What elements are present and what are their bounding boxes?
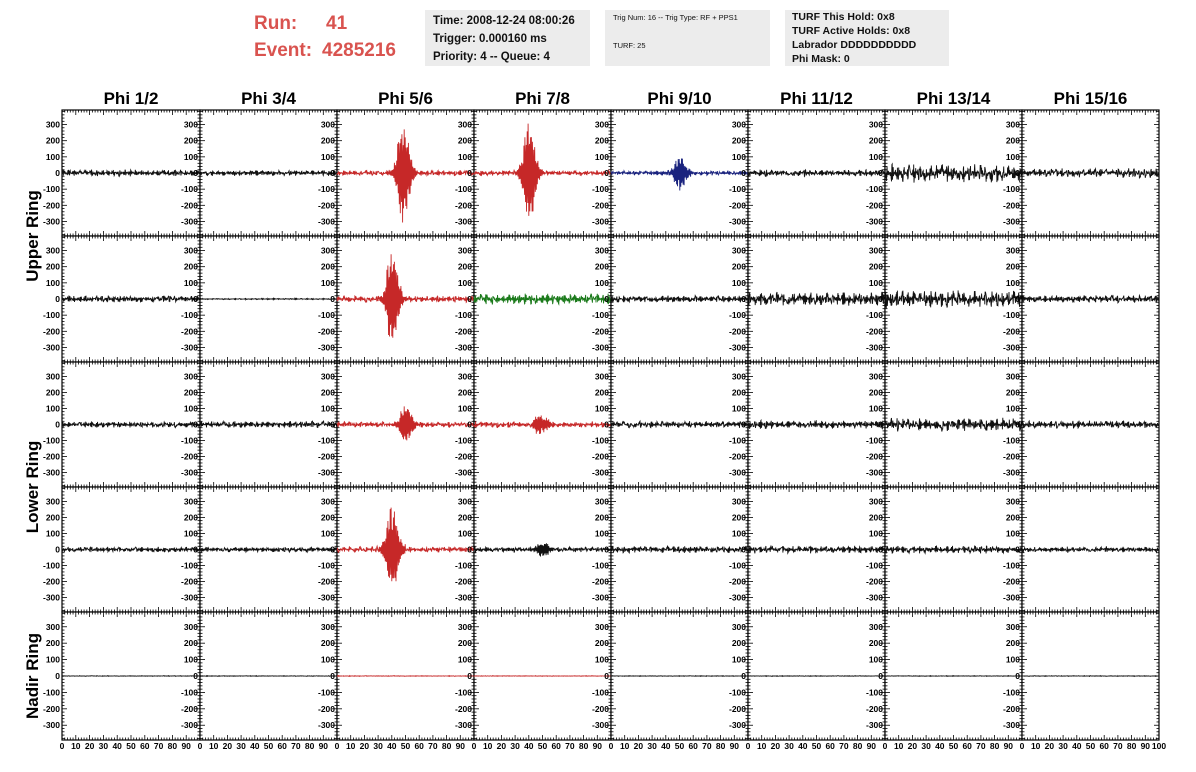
- y-tick-label: -100: [317, 310, 335, 321]
- panel-r3-c2: [200, 362, 337, 487]
- panel-r2-c2: [200, 236, 337, 362]
- y-tick-label: 300: [320, 245, 335, 256]
- y-tick-label: -200: [180, 326, 198, 337]
- panel-r3-c3: [337, 362, 474, 487]
- y-tick-label: 100: [868, 277, 883, 288]
- y-tick-label: 100: [868, 403, 883, 414]
- y-tick-label: 200: [320, 261, 335, 272]
- y-tick-label: 0: [878, 168, 883, 178]
- y-tick-label: 300: [594, 245, 609, 256]
- y-tick-label: 300: [1005, 245, 1020, 256]
- y-tick-label: 200: [594, 135, 609, 146]
- y-tick-label: -200: [180, 576, 198, 587]
- y-tick-label: 0: [193, 168, 198, 178]
- y-tick-label: -300: [454, 216, 472, 227]
- y-tick-label: -100: [865, 184, 883, 195]
- y-tick-label: -100: [454, 184, 472, 195]
- y-tick-label: 200: [1005, 387, 1020, 398]
- y-tick-label: 200: [731, 135, 746, 146]
- y-tick-label: 100: [320, 151, 335, 162]
- y-tick-label: 300: [731, 371, 746, 382]
- y-tick-label: -300: [591, 216, 609, 227]
- trigger-text: Trigger: 0.000160 ms: [433, 33, 547, 45]
- y-tick-label: -100: [180, 435, 198, 446]
- y-tick-label: -100: [180, 184, 198, 195]
- y-tick-label: -100: [42, 310, 60, 321]
- panel-r1-c7: [885, 110, 1022, 236]
- y-tick-label: 300: [868, 119, 883, 130]
- y-tick-label: 100: [457, 277, 472, 288]
- y-tick-label: 100: [457, 151, 472, 162]
- ring-label-1: Upper Ring: [23, 190, 42, 282]
- y-tick-label: 300: [594, 119, 609, 130]
- y-tick-label: 0: [193, 294, 198, 304]
- run-value: 41: [326, 13, 348, 34]
- y-tick-label: 200: [183, 135, 198, 146]
- y-tick-label: -200: [1002, 200, 1020, 211]
- y-tick-label: 0: [741, 294, 746, 304]
- y-tick-label: -100: [728, 184, 746, 195]
- y-tick-label: -100: [591, 310, 609, 321]
- y-tick-label: 200: [45, 387, 60, 398]
- waveform-trace: [200, 298, 337, 299]
- y-tick-label: -200: [728, 326, 746, 337]
- y-tick-label: 200: [731, 387, 746, 398]
- y-tick-label: 200: [594, 261, 609, 272]
- y-tick-label: -300: [591, 342, 609, 353]
- panel-r2-c1: [62, 236, 200, 362]
- y-tick-label: 0: [1015, 419, 1020, 430]
- ring-label-2: Lower Ring: [23, 440, 42, 534]
- y-tick-label: -200: [865, 200, 883, 211]
- y-tick-label: -200: [1002, 326, 1020, 337]
- y-tick-label: -200: [180, 200, 198, 211]
- y-tick-label: -200: [42, 326, 60, 337]
- time-text: Time: 2008-12-24 08:00:26: [433, 15, 575, 27]
- y-tick-label: 200: [868, 261, 883, 272]
- y-tick-label: -300: [865, 216, 883, 227]
- y-tick-label: 200: [457, 261, 472, 272]
- y-tick-label: -200: [42, 451, 60, 462]
- event-value: 4285216: [322, 40, 396, 61]
- y-tick-label: 300: [320, 119, 335, 130]
- y-tick-label: 100: [45, 528, 60, 539]
- y-tick-label: 100: [1005, 151, 1020, 162]
- y-tick-label: 300: [45, 245, 60, 256]
- y-tick-label: 200: [1005, 135, 1020, 146]
- y-tick-label: 100: [45, 151, 60, 162]
- y-tick-label: -200: [180, 451, 198, 462]
- y-tick-label: -300: [454, 467, 472, 478]
- y-tick-label: 200: [45, 261, 60, 272]
- panel-r1-c6: [748, 110, 885, 236]
- y-tick-label: 0: [1015, 294, 1020, 304]
- turf-hold-text: TURF This Hold: 0x8: [792, 11, 895, 23]
- y-tick-label: 0: [604, 294, 609, 304]
- y-tick-label: 200: [868, 135, 883, 146]
- y-tick-label: 200: [868, 387, 883, 398]
- y-tick-label: 100: [594, 403, 609, 414]
- y-tick-label: -200: [42, 576, 60, 587]
- y-tick-label: 300: [1005, 119, 1020, 130]
- y-tick-label: -300: [865, 467, 883, 478]
- panel-r1-c1: [62, 110, 200, 236]
- panel-r3-c1: [62, 362, 200, 487]
- y-tick-label: 200: [183, 387, 198, 398]
- y-tick-label: 300: [868, 371, 883, 382]
- panel-r1-c8: [1022, 110, 1159, 236]
- y-tick-label: 0: [467, 294, 472, 304]
- y-tick-label: -100: [865, 435, 883, 446]
- y-tick-label: -200: [454, 451, 472, 462]
- y-tick-label: 300: [183, 371, 198, 382]
- panel-r4-c2: [200, 487, 337, 612]
- y-tick-label: 100: [457, 403, 472, 414]
- y-tick-label: -100: [317, 184, 335, 195]
- y-tick-label: -100: [1002, 184, 1020, 195]
- panel-r2-c7: [885, 236, 1022, 362]
- y-tick-label: 0: [55, 168, 60, 178]
- y-tick-label: 300: [457, 371, 472, 382]
- y-tick-label: 0: [55, 419, 60, 430]
- y-tick-label: 0: [604, 419, 609, 430]
- y-tick-label: -100: [591, 435, 609, 446]
- panel-r2-c8: [1022, 236, 1159, 362]
- y-tick-label: -300: [180, 467, 198, 478]
- y-tick-label: 0: [741, 419, 746, 430]
- y-tick-label: 0: [55, 544, 60, 555]
- y-tick-label: 100: [731, 277, 746, 288]
- y-tick-label: -200: [591, 326, 609, 337]
- y-tick-label: -200: [317, 200, 335, 211]
- y-tick-label: 200: [320, 135, 335, 146]
- y-tick-label: -200: [454, 200, 472, 211]
- y-tick-label: 300: [594, 371, 609, 382]
- y-tick-label: -300: [42, 342, 60, 353]
- y-tick-label: 0: [878, 294, 883, 304]
- panel-r3-c4: [474, 362, 611, 487]
- y-tick-label: -300: [180, 216, 198, 227]
- column-header-5: Phi 9/10: [647, 89, 712, 108]
- y-tick-label: 100: [731, 403, 746, 414]
- y-tick-label: 300: [1005, 371, 1020, 382]
- column-header-8: Phi 15/16: [1053, 89, 1128, 108]
- column-header-3: Phi 5/6: [378, 89, 433, 108]
- y-tick-label: 100: [594, 151, 609, 162]
- y-tick-label: 200: [594, 387, 609, 398]
- y-tick-label: -100: [454, 435, 472, 446]
- turf-active-text: TURF Active Holds: 0x8: [792, 25, 911, 37]
- y-tick-label: 200: [183, 261, 198, 272]
- labrador-text: Labrador DDDDDDDDDD: [792, 39, 917, 51]
- y-tick-label: -100: [865, 310, 883, 321]
- y-tick-label: -300: [728, 467, 746, 478]
- panel-r1-c2: [200, 110, 337, 236]
- y-tick-label: -300: [865, 342, 883, 353]
- y-tick-label: 0: [467, 168, 472, 178]
- y-tick-label: 0: [55, 294, 60, 304]
- y-tick-label: -200: [865, 451, 883, 462]
- y-tick-label: -300: [42, 467, 60, 478]
- y-tick-label: 0: [741, 168, 746, 178]
- y-tick-label: -300: [728, 216, 746, 227]
- y-tick-label: -300: [591, 467, 609, 478]
- y-tick-label: -100: [454, 310, 472, 321]
- column-header-6: Phi 11/12: [780, 89, 853, 108]
- panel-r3-c7: [885, 362, 1022, 487]
- y-tick-label: -300: [180, 342, 198, 353]
- y-tick-label: -200: [317, 451, 335, 462]
- panel-r2-c4: [474, 236, 611, 362]
- phi-mask-text: Phi Mask: 0: [792, 53, 850, 65]
- y-tick-label: 300: [868, 245, 883, 256]
- y-tick-label: -300: [454, 342, 472, 353]
- y-tick-label: 0: [878, 419, 883, 430]
- y-tick-label: 200: [457, 135, 472, 146]
- column-header-1: Phi 1/2: [103, 89, 159, 108]
- y-tick-label: 100: [183, 528, 198, 539]
- y-tick-label: 300: [183, 119, 198, 130]
- y-tick-label: 0: [1015, 168, 1020, 178]
- y-tick-label: 200: [1005, 261, 1020, 272]
- y-tick-label: -300: [42, 216, 60, 227]
- y-tick-label: 100: [731, 151, 746, 162]
- y-tick-label: -100: [317, 435, 335, 446]
- panel-r3-c8: [1022, 362, 1159, 487]
- y-tick-label: 100: [1005, 403, 1020, 414]
- y-tick-label: -300: [1002, 342, 1020, 353]
- y-tick-label: -200: [728, 451, 746, 462]
- run-label: Run:: [254, 13, 298, 34]
- y-tick-label: 300: [45, 496, 60, 507]
- y-tick-label: 0: [193, 544, 198, 555]
- y-tick-label: 300: [183, 245, 198, 256]
- panel-r4-c3: [337, 487, 474, 612]
- y-tick-label: -200: [591, 200, 609, 211]
- y-tick-label: -200: [865, 326, 883, 337]
- y-tick-label: -300: [317, 342, 335, 353]
- column-header-7: Phi 13/14: [916, 89, 991, 108]
- y-tick-label: 100: [1005, 277, 1020, 288]
- y-tick-label: -200: [454, 326, 472, 337]
- y-tick-label: 200: [183, 512, 198, 523]
- y-tick-label: -100: [728, 435, 746, 446]
- y-tick-label: -100: [591, 184, 609, 195]
- event-label: Event:: [254, 40, 313, 61]
- panel-r2-c5: [611, 236, 748, 362]
- panel-r1-c3: [337, 110, 474, 236]
- y-tick-label: -200: [591, 451, 609, 462]
- y-tick-label: 300: [45, 119, 60, 130]
- panel-r3-c5: [611, 362, 748, 487]
- y-tick-label: -200: [1002, 451, 1020, 462]
- y-tick-label: 100: [183, 277, 198, 288]
- y-tick-label: 100: [183, 403, 198, 414]
- y-tick-label: 300: [731, 119, 746, 130]
- y-tick-label: 100: [45, 277, 60, 288]
- y-tick-label: -100: [42, 435, 60, 446]
- y-tick-label: 100: [868, 151, 883, 162]
- panel-r2-c6: [748, 236, 885, 362]
- y-tick-label: 100: [183, 151, 198, 162]
- panel-r2-c3: [337, 236, 474, 362]
- priority-text: Priority: 4 -- Queue: 4: [433, 51, 550, 63]
- y-tick-label: -100: [1002, 310, 1020, 321]
- y-tick-label: 100: [45, 403, 60, 414]
- y-tick-label: -200: [317, 326, 335, 337]
- y-tick-label: 200: [457, 387, 472, 398]
- y-tick-label: 0: [330, 419, 335, 430]
- y-tick-label: 200: [45, 135, 60, 146]
- y-tick-label: -100: [180, 560, 198, 571]
- panel-r1-c5: [611, 110, 748, 236]
- y-tick-label: 300: [731, 245, 746, 256]
- y-tick-label: 200: [45, 512, 60, 523]
- y-tick-label: 300: [183, 496, 198, 507]
- y-tick-label: -300: [728, 342, 746, 353]
- y-tick-label: -200: [728, 200, 746, 211]
- y-tick-label: -300: [317, 467, 335, 478]
- column-header-2: Phi 3/4: [241, 89, 296, 108]
- y-tick-label: 200: [731, 261, 746, 272]
- y-tick-label: 0: [330, 294, 335, 304]
- y-tick-label: -100: [42, 560, 60, 571]
- y-tick-label: 300: [320, 371, 335, 382]
- y-tick-label: -100: [1002, 435, 1020, 446]
- y-tick-label: -300: [1002, 216, 1020, 227]
- y-tick-label: 0: [193, 419, 198, 430]
- panel-r4-c1: [62, 487, 200, 612]
- column-header-4: Phi 7/8: [515, 89, 570, 108]
- y-tick-label: 300: [457, 119, 472, 130]
- y-tick-label: 200: [320, 387, 335, 398]
- y-tick-label: 0: [604, 168, 609, 178]
- turf-text: TURF: 25: [613, 41, 646, 50]
- y-tick-label: 100: [320, 277, 335, 288]
- ring-label-3: Nadir Ring: [23, 633, 42, 719]
- panel-r1-c4: [474, 110, 611, 236]
- panel-r3-c6: [748, 362, 885, 487]
- trig-text: Trig Num: 16 -- Trig Type: RF + PPS1: [613, 13, 738, 22]
- y-tick-label: -100: [180, 310, 198, 321]
- y-tick-label: -100: [42, 184, 60, 195]
- y-tick-label: -100: [728, 310, 746, 321]
- y-tick-label: 0: [330, 168, 335, 178]
- y-tick-label: 100: [594, 277, 609, 288]
- y-tick-label: 100: [320, 403, 335, 414]
- y-tick-label: 0: [467, 419, 472, 430]
- y-tick-label: -300: [1002, 467, 1020, 478]
- y-tick-label: 300: [457, 245, 472, 256]
- y-tick-label: -300: [42, 592, 60, 603]
- y-tick-label: 300: [45, 371, 60, 382]
- y-tick-label: -200: [42, 200, 60, 211]
- y-tick-label: -300: [180, 592, 198, 603]
- y-tick-label: -300: [317, 216, 335, 227]
